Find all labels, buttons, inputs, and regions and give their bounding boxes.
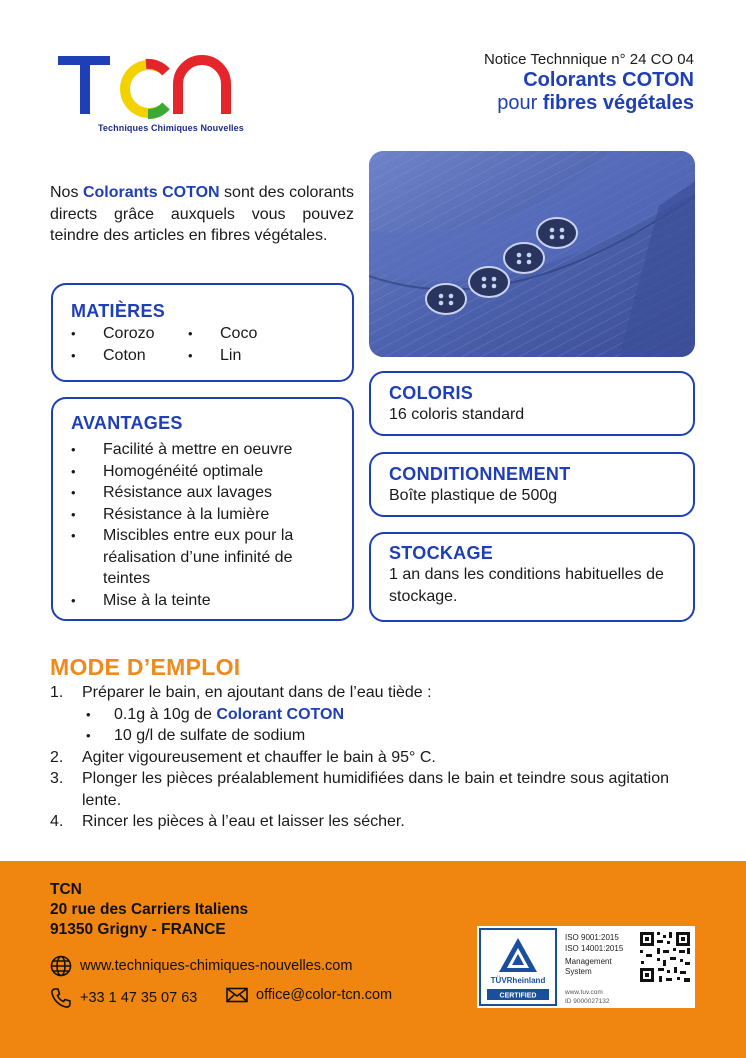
product-subtitle [484,91,694,115]
street: 20 rue des Carriers Italiens [50,901,249,918]
iso-14001: ISO 14001:2015 [565,944,624,953]
website-text: www.techniques-chimiques-nouvelles.com [80,958,353,974]
step-4 [50,811,700,833]
list-item: • Homogénéité optimale [71,461,336,483]
list-item: • Corozo [71,323,188,345]
list-item: • Résistance aux lavages [71,482,336,504]
notice-number: Notice Technnique n° 24 CO 04 [483,51,694,68]
logo-tagline: Techniques Chimiques Nouvelles [98,123,244,133]
step-text: Préparer le bain, en ajoutant dans de l’eau tiède : [82,684,432,701]
step-1 [50,682,700,704]
stockage-title: STOCKAGE [389,543,494,563]
step-2 [50,747,700,769]
list-item: • Mise à la teinte [71,590,336,612]
mode-emploi-steps [50,682,700,833]
conditionnement-text: Boîte plastique de 500g [389,487,558,504]
step-text: Plonger les pièces préalablement humidifiées dans le bain et teindre sous agitation lente. [82,770,670,809]
list-item: • Miscibles entre eux pour la réalisation d’une infinité de teintes [71,525,336,590]
globe-icon [50,955,72,977]
document-header [484,51,694,115]
step-number: 1. [50,684,64,701]
step-number: 2. [50,748,64,766]
product-title: Colorants COTON [523,69,694,91]
matieres-list [71,323,336,366]
step-number: 3. [50,770,64,787]
coloris-title: COLORIS [389,383,474,403]
list-item: • Coco [188,323,308,345]
company-name: TCN [50,881,82,898]
certified-label: CERTIFIED [499,992,537,1000]
coloris-text: 16 coloris standard [389,406,525,423]
mode-emploi-title: MODE D’EMPLOI [50,654,241,680]
email-text: office@color-tcn.com [256,987,393,1003]
tuv-url: www.tuv.com [565,989,603,996]
qr-code-icon [639,931,691,983]
conditionnement-title: CONDITIONNEMENT [389,464,571,484]
email-link[interactable] [226,987,392,1003]
stockage-box [369,532,695,622]
matieres-box [51,283,354,382]
iso-9001: ISO 9001:2015 [565,933,619,942]
step-text: Rincer les pièces à l’eau et laisser les sécher. [82,813,405,830]
step-3 [50,768,700,811]
intro-paragraph [50,182,354,247]
management-label: Management [565,957,612,966]
company-address [50,880,248,940]
avantages-list [71,439,336,611]
coloris-box [369,371,695,436]
intro-prefix: Nos [50,184,83,201]
intro-suffix: sont des colorants directs grâce auxquels vous pouvez teindre des articles en fibres végétales. [50,184,354,244]
phone-icon [50,987,72,1009]
tuv-brand: TÜVRheinland [490,976,546,985]
jacket-sleeve-photo [369,151,695,357]
footer [0,861,746,1058]
system-label: System [565,967,592,976]
intro-highlight: Colorants COTON [82,184,220,201]
step-1-sub-2: • 10 g/l de sulfate de sodium [50,725,700,747]
avantages-title: AVANTAGES [71,413,183,433]
avantages-box [51,397,354,621]
list-item: • Résistance à la lumière [71,504,336,526]
list-item: • Lin [188,345,308,367]
list-item: • Facilité à mettre en oeuvre [71,439,336,461]
website-link[interactable] [50,955,352,977]
phone-link[interactable] [50,987,197,1009]
subtitle-bold: fibres végétales [542,92,694,114]
phone-text: +33 1 47 35 07 63 [80,990,198,1006]
sub-prefix: 0.1g à 10g de [114,705,217,723]
list-item: • Coton [71,345,188,367]
stockage-text: 1 an dans les conditions habituelles de stockage. [389,566,664,605]
envelope-icon [226,987,248,1003]
certificate-id: ID 9000027132 [565,998,610,1005]
matieres-title: MATIÈRES [71,301,166,321]
certification-badge [477,926,695,1008]
city: 91350 Grigny - FRANCE [50,921,226,938]
sub-bold: Colorant COTON [216,705,345,723]
subtitle-prefix: pour [497,92,543,114]
step-1-sub-1 [50,704,700,726]
step-text: Agiter vigoureusement et chauffer le bain à 95° C. [82,748,436,766]
tuv-certification-graphic [477,926,695,1008]
conditionnement-box [369,452,695,517]
step-number: 4. [50,813,64,830]
